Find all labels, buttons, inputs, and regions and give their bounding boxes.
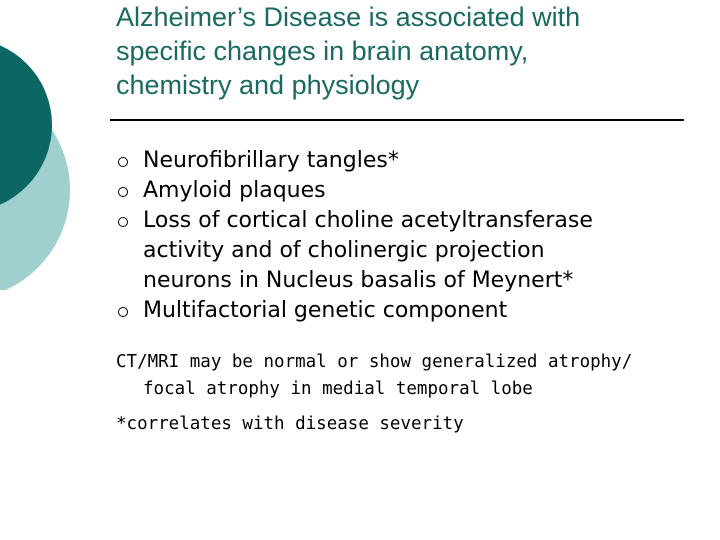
bullet-text: Neurofibrillary tangles* — [143, 148, 399, 173]
bullet-item — [116, 146, 696, 176]
bullet-item — [116, 176, 696, 206]
slide-title-line: Alzheimer’s Disease is associated with — [116, 2, 581, 32]
bullet-circle-icon — [118, 157, 128, 167]
title-divider — [110, 119, 684, 121]
bullet-item — [116, 206, 696, 296]
bullet-text: Loss of cortical choline acetyltransferase — [143, 208, 593, 233]
imaging-note — [116, 349, 706, 403]
bullet-text: activity and of cholinergic projection — [143, 238, 545, 263]
slide-title — [116, 0, 706, 102]
footnote — [116, 411, 706, 438]
decorative-circles — [0, 0, 80, 290]
footnote-text: *correlates with disease severity — [116, 414, 464, 434]
bullet-item — [116, 296, 696, 326]
bullet-text: Multifactorial genetic component — [143, 298, 508, 323]
bullet-circle-icon — [118, 187, 128, 197]
bullet-list — [116, 146, 696, 326]
slide-title-line: chemistry and physiology — [116, 70, 420, 100]
imaging-note-line: CT/MRI may be normal or show generalized atrophy/ — [116, 352, 633, 372]
bullet-circle-icon — [118, 217, 128, 227]
bullet-circle-icon — [118, 307, 128, 317]
imaging-note-line: focal atrophy in medial temporal lobe — [143, 379, 533, 399]
bullet-text: Amyloid plaques — [143, 178, 326, 203]
bullet-text: neurons in Nucleus basalis of Meynert* — [143, 268, 574, 293]
slide-title-line: specific changes in brain anatomy, — [116, 36, 529, 66]
